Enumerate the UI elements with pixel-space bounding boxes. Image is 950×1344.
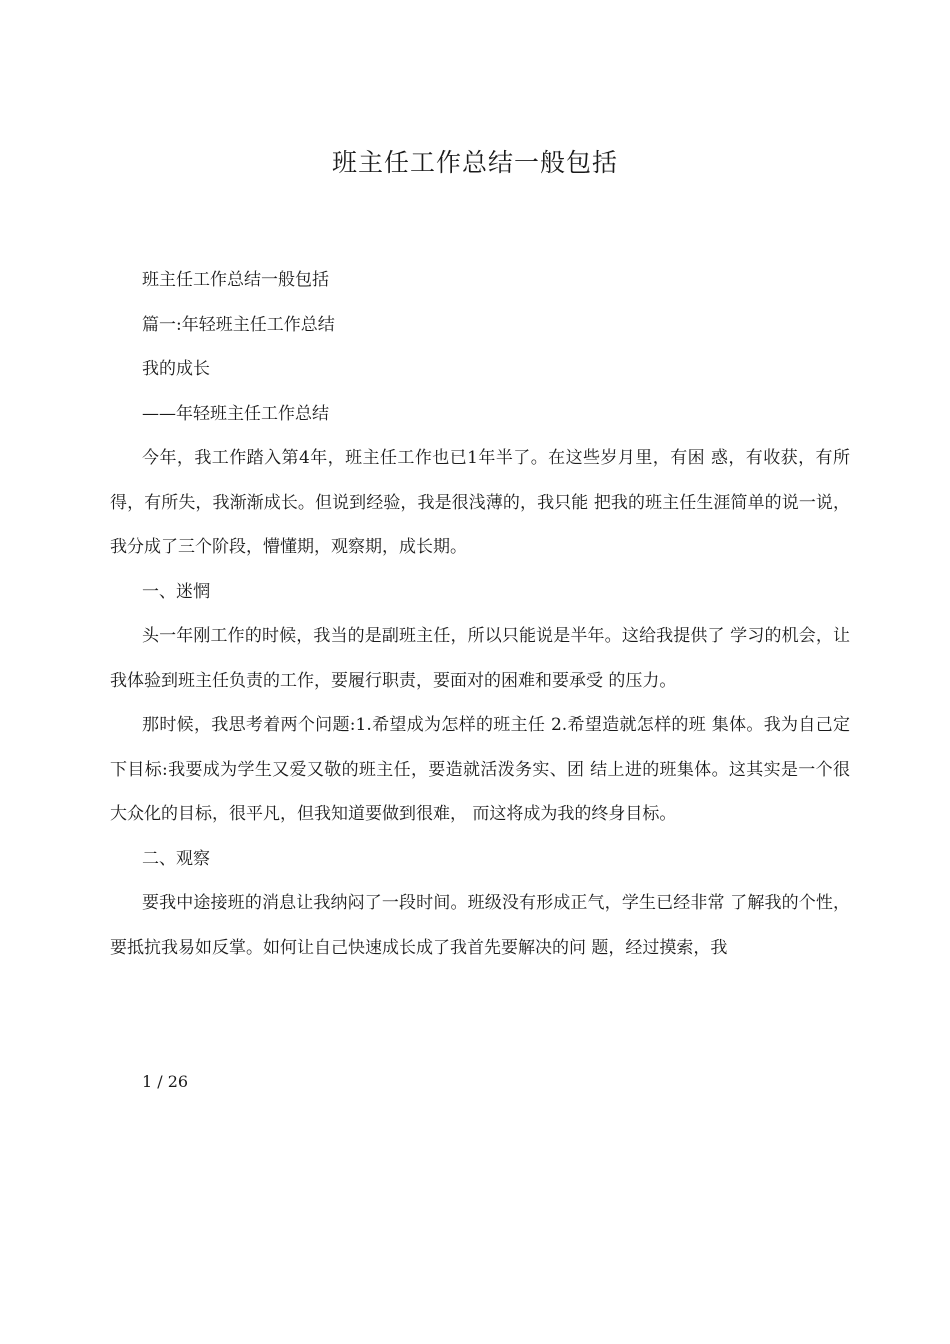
paragraph: 那时候，我思考着两个问题:1.希望成为怎样的班主任 2.希望造就怎样的班 集体。我为自己定下目标:我要成为学生又爱又敬的班主任，要造就活泼务实、团 结上进的班集体。这其实是一个很大众化的目标，很平凡，但我知道要做到很难， 而这将成为我的终身目标。	[110, 715, 850, 824]
essay-title: 我的成长	[142, 359, 210, 379]
section-heading: 一、迷惘	[142, 581, 210, 602]
paragraph: 要我中途接班的消息让我纳闷了一段时间。班级没有形成正气，学生已经非常 了解我的个性，要抵抗我易如反掌。如何让自己快速成长成了我首先要解决的问 题，经过摸索，我	[110, 893, 850, 958]
article-subtitle: 篇一:年轻班主任工作总结	[142, 314, 335, 335]
heading-repeat: 班主任工作总结一般包括	[142, 270, 329, 290]
paragraph: 今年，我工作踏入第4年，班主任工作也已1年半了。在这些岁月里，有困 惑，有收获，有所得，有所失，我渐渐成长。但说到经验，我是很浅薄的，我只能 把我的班主任生涯简单的说一说，我分成了三个阶段，懵懂期，观察期，成长期。	[110, 448, 850, 557]
page-title: 班主任工作总结一般包括	[331, 148, 618, 177]
section-heading: 二、观察	[142, 848, 210, 869]
paragraph: 头一年刚工作的时候，我当的是副班主任，所以只能说是半年。这给我提供了 学习的机会，让我体验到班主任负责的工作，要履行职责，要面对的困难和要承受 的压力。	[110, 626, 850, 691]
page-number: 1 / 26	[142, 1072, 189, 1091]
essay-subtitle: ——年轻班主任工作总结	[142, 403, 329, 424]
document-body	[110, 258, 850, 970]
